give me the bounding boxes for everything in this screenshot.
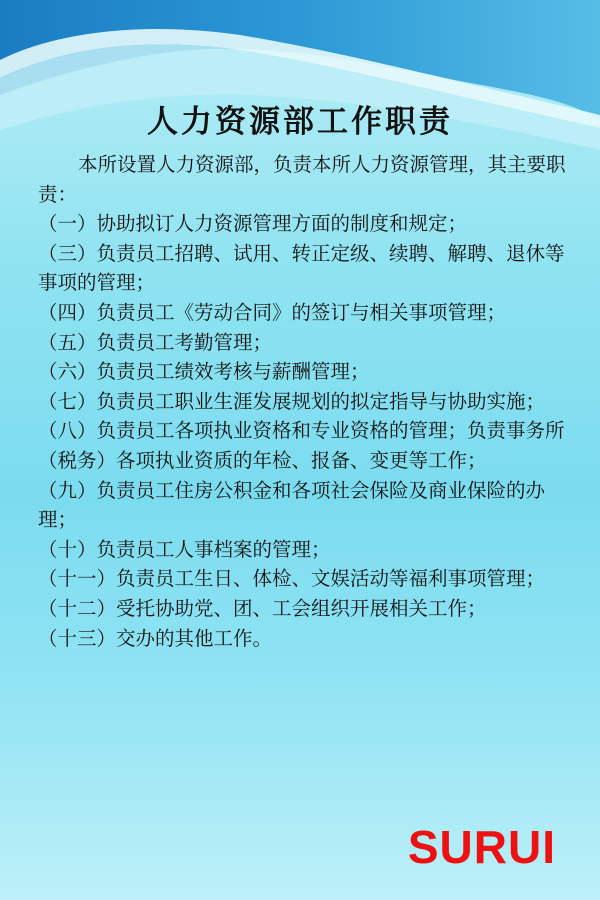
list-item: （三）负责员工招聘、试用、转正定级、续聘、解聘、退休等事项的管理； (38, 241, 565, 295)
intro-paragraph: 本所设置人力资源部，负责本所人力资源管理，其主要职责： (38, 153, 566, 206)
wave-decoration (0, 0, 600, 170)
duties-list (38, 209, 568, 653)
list-item: （十三）交办的其他工作。 (38, 626, 273, 650)
list-item: （十二）受托协助党、团、工会组织开展相关工作； (38, 596, 487, 620)
list-item: （八）负责员工各项执业资格和专业资格的管理；负责事务所（税务）各项执业资质的年检、报备、变更等工作； (38, 419, 565, 472)
duties-content (38, 150, 568, 653)
brand-logo: SURUI (407, 821, 556, 873)
list-item: （一）协助拟订人力资源管理方面的制度和规定； (38, 212, 468, 236)
list-item: （十）负责员工人事档案的管理； (38, 537, 331, 561)
list-item: （四）负责员工《劳动合同》的签订与相关事项管理； (38, 300, 507, 324)
page-title: 人力资源部工作职责 (147, 104, 453, 140)
list-item: （七）负责员工职业生涯发展规划的拟定指导与协助实施； (38, 389, 546, 413)
list-item: （五）负责员工考勤管理； (38, 330, 273, 354)
list-item: （九）负责员工住房公积金和各项社会保险及商业保险的办理； (38, 478, 546, 532)
list-item: （十一）负责员工生日、体检、文娱活动等福利事项管理； (38, 567, 546, 591)
list-item: （六）负责员工绩效考核与薪酬管理； (38, 360, 370, 384)
